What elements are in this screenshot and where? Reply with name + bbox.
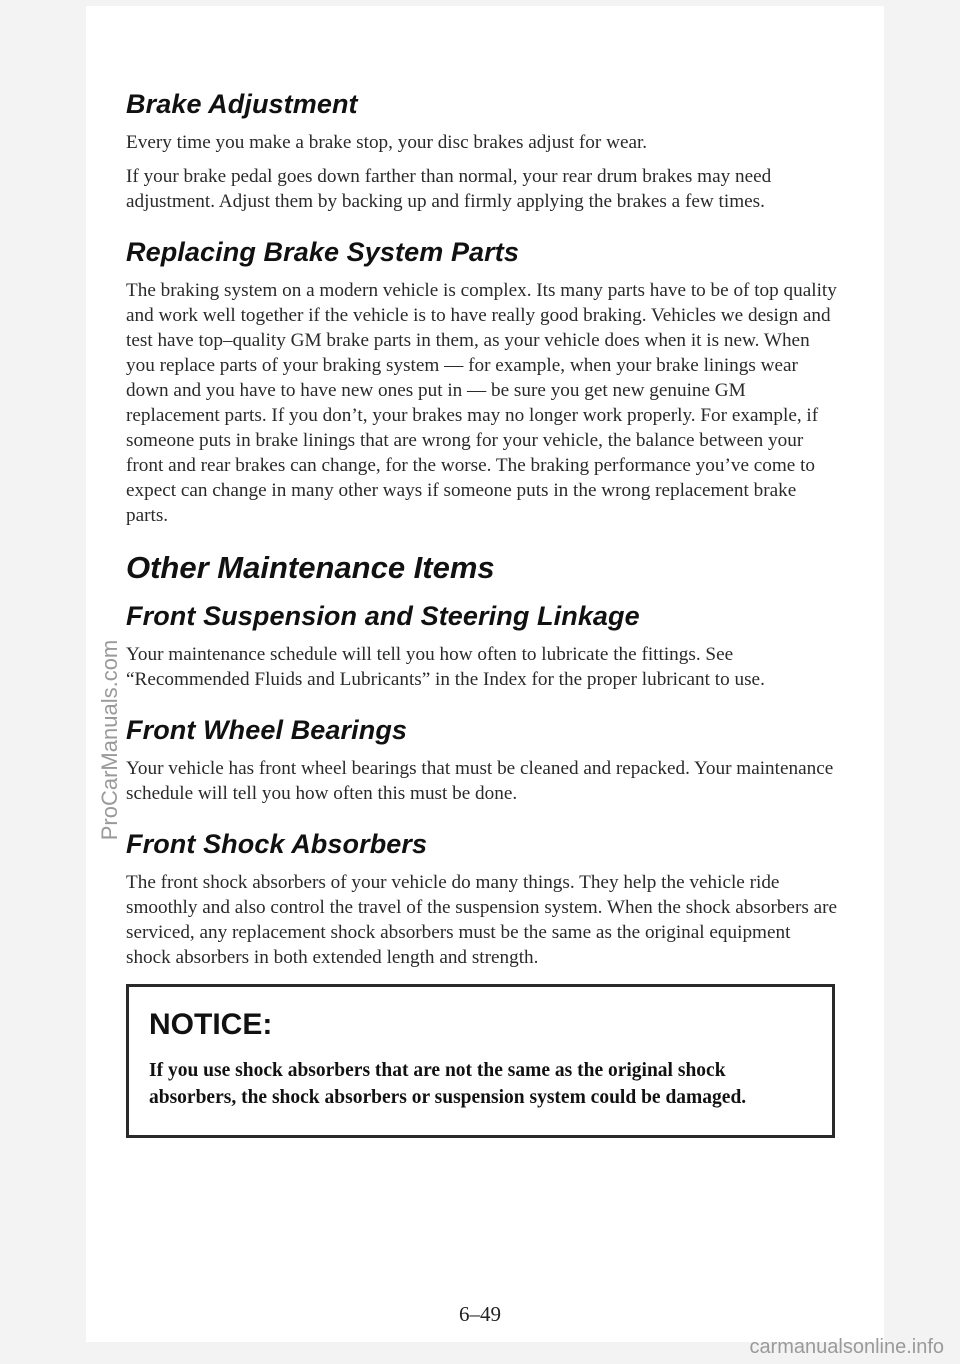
section-heading: Front Shock Absorbers (126, 829, 428, 859)
section-front-shock-absorbers (126, 828, 838, 970)
section-heading: Front Wheel Bearings (126, 715, 408, 745)
section-heading: Brake Adjustment (126, 89, 358, 119)
paragraph: The braking system on a modern vehicle is complex. Its many parts have to be of top quality and work well together if the vehicle is to have really good braking. Vehicles we design and test have top–quality GM brake parts in them, as your vehicle does when it is new. When you replace parts of your braking system — for example, when your brake linings wear down and you have to have new ones put in — be sure you get new genuine GM replacement parts. If you don’t, your brakes may no longer work properly. For example, if someone puts in brake linings that are wrong for your vehicle, the balance between your front and rear brakes can change, for the worse. The braking performance you’ve come to expect can change in many other ways if someone puts in the wrong replacement brake parts. (126, 280, 837, 526)
section-brake-adjustment (126, 88, 838, 214)
page-content (126, 88, 838, 1138)
notice-box (126, 984, 835, 1138)
main-heading: Other Maintenance Items (126, 550, 495, 585)
paragraph: Your maintenance schedule will tell you how often to lubricate the fittings. See “Recommended Fluids and Lubricants” in the Index for the proper lubricant to use. (126, 644, 765, 690)
section-replacing-brake-parts (126, 236, 838, 528)
section-front-suspension (126, 600, 838, 692)
paragraph: Every time you make a brake stop, your disc brakes adjust for wear. (126, 132, 648, 153)
paragraph: If your brake pedal goes down farther than normal, your rear drum brakes may need adjustment. Adjust them by backing up and firmly applying the brakes a few times. (126, 166, 772, 212)
section-front-wheel-bearings (126, 714, 838, 806)
watermark-bottom: carmanualsonline.info (749, 1336, 944, 1358)
notice-body: If you use shock absorbers that are not the same as the original shock absorbers, the shock absorbers or suspension system could be damaged. (149, 1060, 747, 1108)
notice-title: NOTICE: (149, 1008, 273, 1041)
paragraph: The front shock absorbers of your vehicle do many things. They help the vehicle ride smoothly and also control the travel of the suspension system. When the shock absorbers are serviced, any replacement shock absorbers must be the same as the original equipment shock absorbers in both extended length and strength. (126, 872, 838, 968)
watermark-vertical: ProCarManuals.com (97, 639, 122, 841)
page-number: 6–49 (459, 1302, 501, 1326)
section-heading: Front Suspension and Steering Linkage (126, 601, 640, 631)
section-heading: Replacing Brake System Parts (126, 237, 519, 267)
paragraph: Your vehicle has front wheel bearings that must be cleaned and repacked. Your maintenance schedule will tell you how often this must be done. (126, 758, 834, 804)
